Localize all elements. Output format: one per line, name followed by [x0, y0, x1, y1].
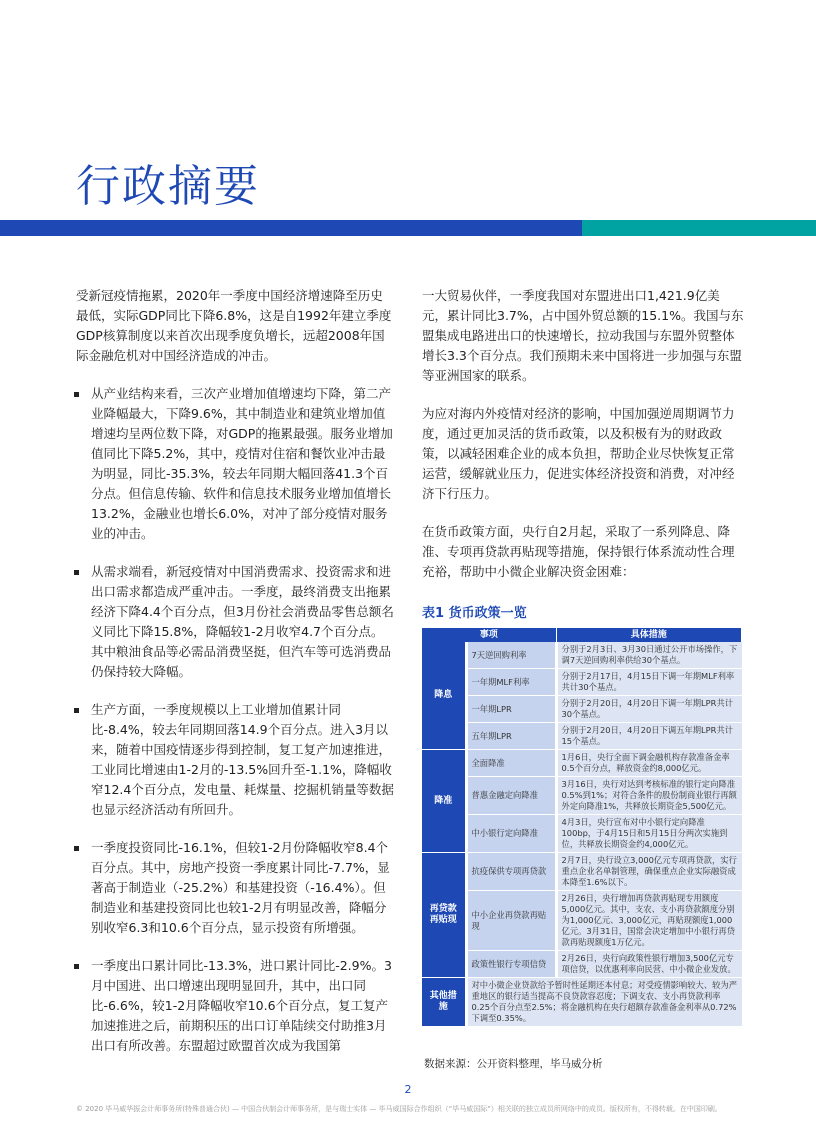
header-color-band: [0, 220, 816, 236]
table-row: [422, 750, 742, 777]
desc-cell: 分别于2月20日，4月20日下调一年期LPR共计30个基点。: [556, 696, 741, 723]
intro-paragraph: 受新冠疫情拖累，2020年一季度中国经济增速降至历史最低，实际GDP同比下降6.8%，这是自1992年建立季度GDP核算制度以来首次出现季度负增长，远超2008年国际金融危机对中国经济造成的冲击。: [76, 288, 392, 363]
bullet-item: [76, 956, 394, 1056]
bullet-text: 从产业结构来看，三次产业增加值增速均下降，第二产业降幅最大，下降9.6%，其中制造业和建筑业增加值增速均呈两位数下降，对GDP的拖累最强。服务业增加值同比下降5.2%，其中，疫情对住宿和餐饮业冲击最为明显，同比-35.3%，较去年同期大幅回落41.3个百分点。但信息传输、软件和信息技术服务业增加值增长13.2%，金融业也增长6.0%，对冲了部分疫情对服务业的冲击。: [91, 386, 393, 541]
desc-cell: 对中小微企业贷款给予暂时性延期还本付息；对受疫情影响较大、较为严重地区的银行适当提高不良贷款容忍度；下调支农、支小再贷款利率0.25个百分点至2.5%；将金融机构在央行超额存款准备金利率从0.72%下调至0.35%。: [466, 978, 742, 1027]
table-row: [422, 723, 742, 750]
band-teal: [582, 220, 816, 236]
desc-cell: 3月16日，央行对达到考核标准的银行定向降准0.5%到1%；对符合条件的股份制商业银行再额外定向降准1%，共释放长期资金5,500亿元。: [556, 777, 741, 815]
table-row: [422, 696, 742, 723]
item-cell: 中小企业再贷款再贴现: [466, 891, 556, 951]
item-cell: 中小银行定向降准: [466, 815, 556, 853]
left-column: [76, 286, 394, 1074]
item-cell: 7天逆回购利率: [466, 642, 556, 669]
monetary-policy-table: [422, 628, 742, 1027]
continued-bullet-text: 一大贸易伙伴，一季度我国对东盟进出口1,421.9亿美元，累计同比3.7%，占中国外贸总额的15.1%。我国与东盟集成电路进出口的快速增长，拉动我国与东盟外贸整体增长3.3个百分点。我们预期未来中国将进一步加强与东盟等亚洲国家的联系。: [422, 288, 744, 383]
item-cell: 五年期LPR: [466, 723, 556, 750]
category-cell: 降准: [422, 750, 466, 853]
bullet-square-icon: [74, 846, 79, 851]
monetary-paragraph: 在货币政策方面，央行自2月起，采取了一系列降息、降准、专项再贷款再贴现等措施，保持银行体系流动性合理充裕，帮助中小微企业解决资金困难：: [422, 524, 735, 579]
bullet-item: [76, 562, 394, 682]
table-row: [422, 777, 742, 815]
bullet-square-icon: [74, 964, 79, 969]
table-row: [422, 891, 742, 951]
right-column: [422, 286, 744, 600]
item-cell: 一年期MLF利率: [466, 669, 556, 696]
desc-cell: 2月7日，央行设立3,000亿元专项再贷款，实行重点企业名单制管理，确保重点企业实际融资成本降至1.6%以下。: [556, 853, 741, 891]
bullet-item: [76, 384, 394, 544]
bullet-item: [76, 838, 394, 938]
table-row: [422, 853, 742, 891]
table-row: [422, 951, 742, 978]
table-header-row: [422, 628, 742, 642]
item-cell: 政策性银行专项信贷: [466, 951, 556, 978]
band-blue: [0, 220, 582, 236]
desc-cell: 分别于2月17日，4月15日下调一年期MLF利率共计30个基点。: [556, 669, 741, 696]
bullet-list: [76, 384, 394, 1056]
table-row: [422, 642, 742, 669]
header-item: 事项: [422, 628, 556, 642]
data-source-note: 数据来源：公开资料整理，毕马威分析: [424, 1058, 603, 1070]
table-row: [422, 669, 742, 696]
header-desc: 具体措施: [556, 628, 741, 642]
page-number: 2: [404, 1083, 412, 1096]
table-title: 表1 货币政策一览: [422, 606, 527, 621]
desc-cell: 分别于2月20日，4月20日下调五年期LPR共计15个基点。: [556, 723, 741, 750]
bullet-square-icon: [74, 392, 79, 397]
bullet-text: 一季度出口累计同比-13.3%，进口累计同比-2.9%。3月中国进、出口增速出现明显回升，其中，出口同比-6.6%，较1-2月降幅收窄10.6个百分点，复工复产加速推进之后，前期积压的出口订单陆续交付助推3月出口有所改善。东盟超过欧盟首次成为我国第: [91, 958, 392, 1053]
desc-cell: 1月6日，央行全面下调金融机构存款准备金率0.5个百分点，释放资金约8,000亿元。: [556, 750, 741, 777]
policy-paragraph: 为应对海内外疫情对经济的影响，中国加强逆周期调节力度，通过更加灵活的货币政策，以及积极有为的财政政策，以减轻困难企业的成本负担，帮助企业尽快恢复正常运营，缓解就业压力，促进实体经济投资和消费，对冲经济下行压力。: [422, 406, 735, 501]
desc-cell: 2月26日，央行增加再贷款再贴现专用额度5,000亿元。其中，支农、支小再贷款额度分别为1,000亿元、3,000亿元，再贴现额度1,000亿元。3月31日，国常会决定增加中小银行再贷款再贴现额度1万亿元。: [556, 891, 741, 951]
desc-cell: 2月26日，央行向政策性银行增加3,500亿元专项信贷，以优惠利率向民营、中小微企业发放。: [556, 951, 741, 978]
item-cell: 全面降准: [466, 750, 556, 777]
bullet-square-icon: [74, 570, 79, 575]
item-cell: 一年期LPR: [466, 696, 556, 723]
bullet-text: 一季度投资同比-16.1%，但较1-2月份降幅收窄8.4个百分点。其中，房地产投资一季度累计同比-7.7%，显著高于制造业（-25.2%）和基建投资（-16.4%）。但制造业和基建投资同比也较1-2月有明显改善，降幅分别收窄6.3和10.6个百分点，显示投资有所增强。: [91, 840, 390, 935]
page-title: 行政摘要: [76, 161, 260, 212]
item-cell: 普惠金融定向降准: [466, 777, 556, 815]
desc-cell: 分别于2月3日、3月30日通过公开市场操作，下调7天逆回购利率供给30个基点。: [556, 642, 741, 669]
bullet-item: [76, 700, 394, 820]
bullet-text: 生产方面，一季度规模以上工业增加值累计同比-8.4%，较去年同期回落14.9个百分点。进入3月以来，随着中国疫情逐步得到控制，复工复产加速推进，工业同比增速由1-2月的-13.5%回升至-1.1%，降幅收窄12.4个百分点，发电量、耗煤量、挖掘机销量等数据也显示经济活动有所回升。: [91, 702, 394, 817]
category-cell: 其他措施: [422, 978, 466, 1027]
bullet-square-icon: [74, 708, 79, 713]
item-cell: 抗疫保供专项再贷款: [466, 853, 556, 891]
desc-cell: 4月3日，央行宣布对中小银行定向降准100bp，于4月15日和5月15日分两次实施到位，共释放长期资金约4,000亿元。: [556, 815, 741, 853]
table-row: [422, 978, 742, 1027]
copyright-footer: © 2020 毕马威华振会计师事务所(特殊普通合伙) — 中国合伙制会计师事务所，是与瑞士实体 — 毕马威国际合作组织（“毕马威国际”）相关联的独立成员所网络中的成员。版权所有，不得转载。在中国印刷。: [76, 1105, 722, 1113]
bullet-text: 从需求端看，新冠疫情对中国消费需求、投资需求和进出口需求都造成严重冲击。一季度，最终消费支出拖累经济下降4.4个百分点，但3月份社会消费品零售总额名义同比下降15.8%，降幅较1-2月收窄4.7个百分点。其中粮油食品等必需品消费坚挺，但汽车等可选消费品仍保持较大降幅。: [91, 564, 394, 679]
category-cell: 再贷款再贴现: [422, 853, 466, 978]
category-cell: 降息: [422, 642, 466, 750]
table-row: [422, 815, 742, 853]
